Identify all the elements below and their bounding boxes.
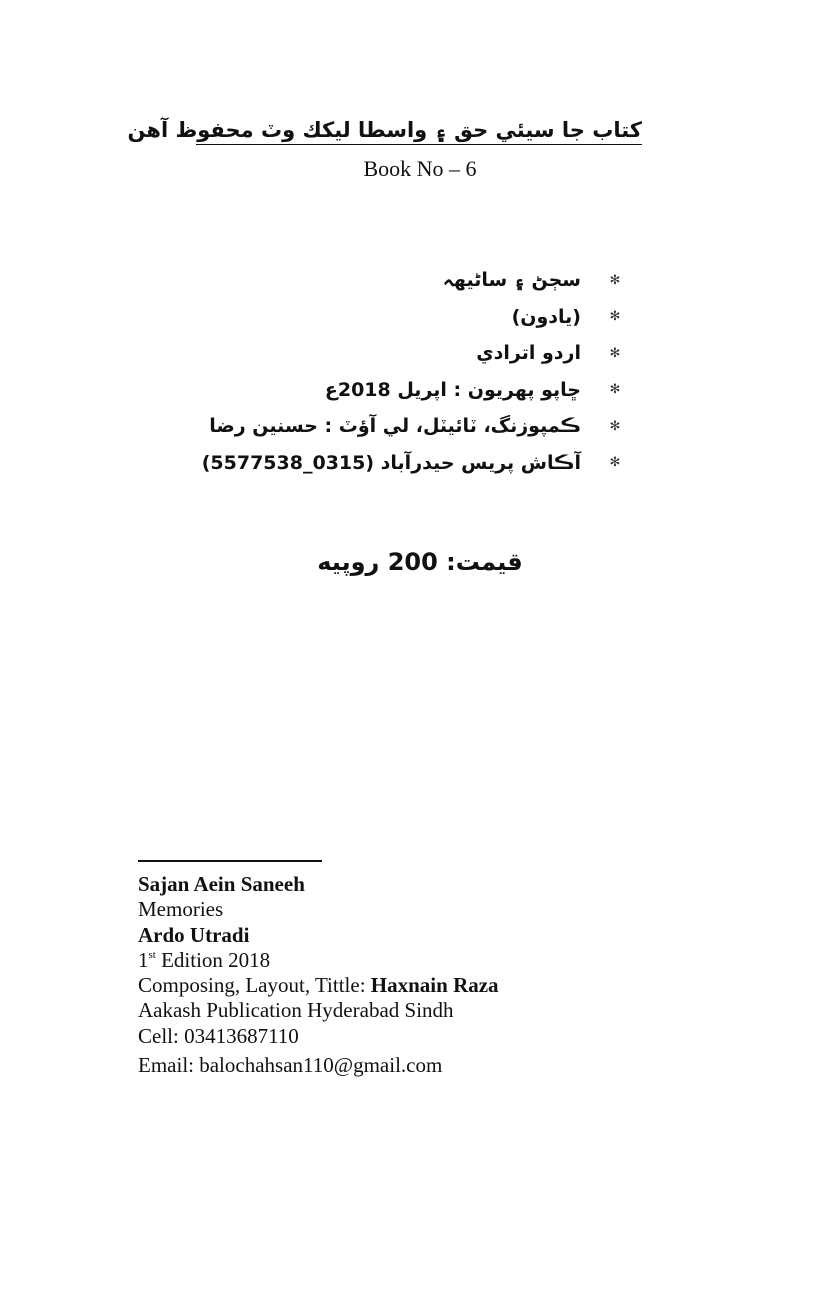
book-details-list bbox=[189, 262, 629, 481]
composer-name: Haxnain Raza bbox=[370, 973, 499, 998]
edition-number: 1 bbox=[138, 947, 149, 972]
price-label: قيمت: 200 روپيه bbox=[317, 548, 523, 576]
author-name: Ardo Utradi bbox=[138, 922, 250, 947]
detail-text: ڪمپوزنگ، ٽائيٽل، لي آؤٽ : حسنين رضا bbox=[209, 415, 581, 438]
detail-text: (يادون) bbox=[511, 305, 581, 328]
edition-text: Edition 2018 bbox=[155, 947, 271, 972]
asterisk-bullet-icon: ✻ bbox=[609, 418, 621, 434]
composing-label: Composing, Layout, Tittle: bbox=[138, 973, 371, 998]
asterisk-bullet-icon: ✻ bbox=[609, 309, 621, 325]
asterisk-bullet-icon: ✻ bbox=[609, 345, 621, 361]
composing-line bbox=[138, 973, 499, 998]
book-subtitle: Memories bbox=[138, 897, 224, 922]
detail-item-edition bbox=[189, 372, 629, 409]
book-title: Sajan Aein Saneeh bbox=[138, 872, 305, 896]
copyright-notice: كتاب جا سيئي حق ۽ واسطا ليكك وٽ محفوظ آهن bbox=[196, 118, 642, 145]
detail-text: آڪاش پريس حيدرآباد (0315_5577538) bbox=[201, 451, 581, 474]
email-line: Email: balochahsan110@gmail.com bbox=[138, 1053, 443, 1078]
detail-text: اردو اترادي bbox=[476, 342, 581, 365]
detail-item-author bbox=[189, 335, 629, 372]
cell-line: Cell: 03413687110 bbox=[138, 1023, 299, 1048]
detail-text: سڄڻ ۽ ساڻيهہ bbox=[442, 269, 581, 292]
publisher-line: Aakash Publication Hyderabad Sindh bbox=[138, 998, 454, 1023]
english-colophon bbox=[138, 872, 499, 1078]
detail-item-title bbox=[189, 262, 629, 299]
detail-item-composing bbox=[189, 408, 629, 445]
detail-text: ڇاپو پهريون : اپريل 2018ع bbox=[324, 378, 581, 401]
divider bbox=[138, 860, 322, 862]
edition-line bbox=[138, 948, 499, 973]
asterisk-bullet-icon: ✻ bbox=[609, 382, 621, 398]
asterisk-bullet-icon: ✻ bbox=[609, 272, 621, 288]
asterisk-bullet-icon: ✻ bbox=[609, 455, 621, 471]
detail-item-press bbox=[189, 445, 629, 482]
book-number: Book No – 6 bbox=[363, 156, 477, 181]
edition-ordinal: st bbox=[148, 948, 156, 961]
detail-item-genre bbox=[189, 299, 629, 336]
